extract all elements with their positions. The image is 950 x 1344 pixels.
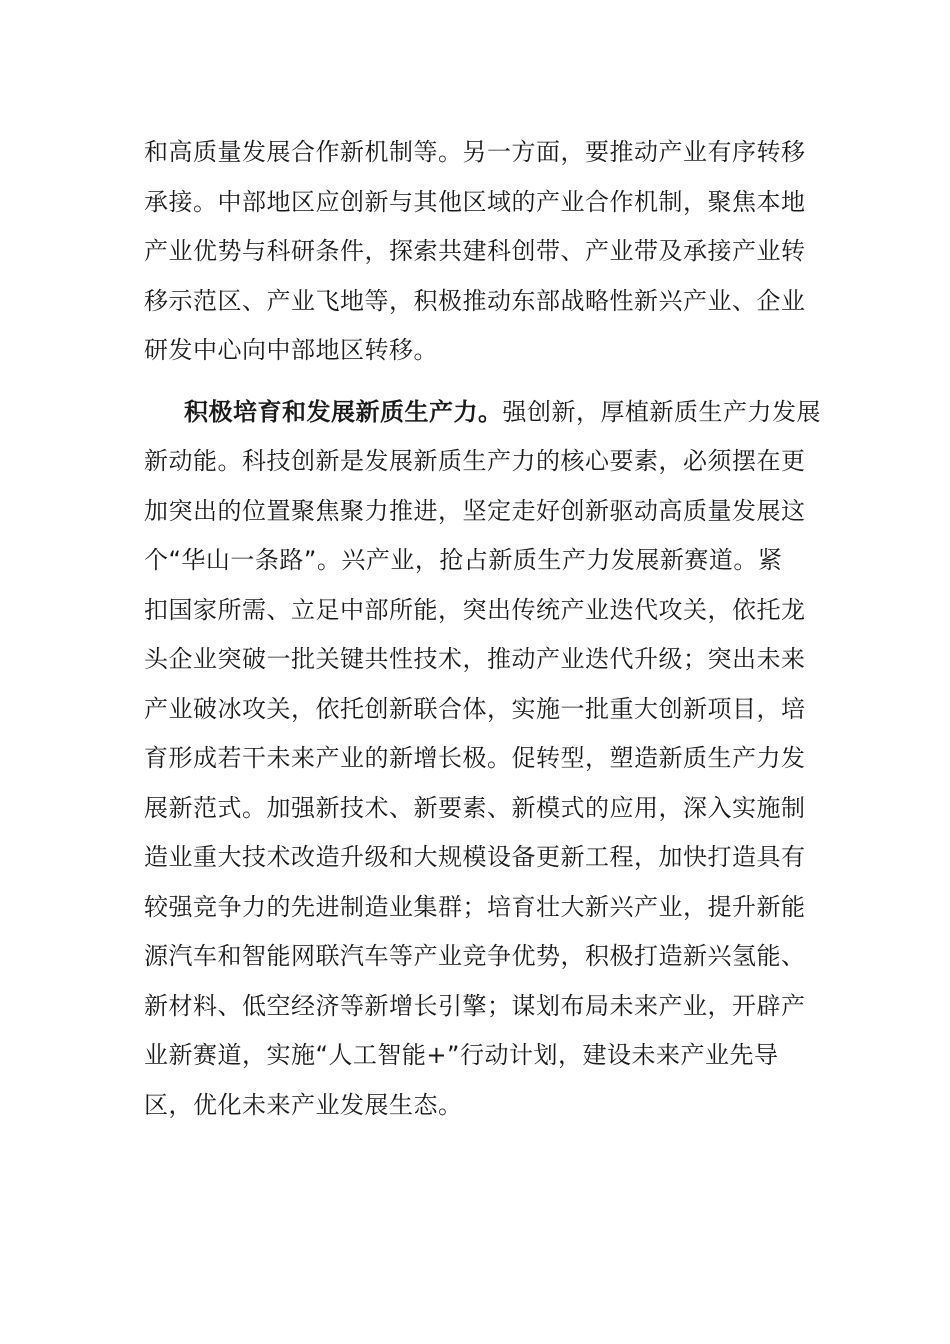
paragraph-2-line: 业新赛道，实施“人工智能+”行动计划，建设未来产业先导 <box>144 1041 779 1069</box>
paragraph-2-line: 较强竞争力的先进制造业集群；培育壮大新兴产业，提升新能 <box>144 892 806 921</box>
paragraph-2-line: 新动能。科技创新是发展新质生产力的核心要素，必须摆在更 <box>144 447 806 475</box>
paragraph-2-line: 产业破冰攻关，依托创新联合体，实施一批重大创新项目，培 <box>144 694 806 723</box>
paragraph-2-line: 个“华山一条路”。兴产业，抢占新质生产力发展新赛道。紧 <box>144 546 783 574</box>
document-body <box>144 128 821 1130</box>
paragraph-2-line: 新材料、低空经济等新增长引擎；谋划布局未来产业，开辟产 <box>144 991 806 1020</box>
paragraph-2-line: 育形成若干未来产业的新增长极。促转型，塑造新质生产力发 <box>144 744 806 772</box>
paragraph-2-line: 区，优化未来产业发展生态。 <box>144 1090 463 1119</box>
paragraph-2-line: 头企业突破一批关键共性技术，推动产业迭代升级；突出未来 <box>144 645 806 673</box>
paragraph-1 <box>144 128 808 376</box>
paragraph-2-first-line <box>144 388 821 438</box>
paragraph-2-heading: 积极培育和发展新质生产力。 <box>184 397 503 426</box>
paragraph-1-line: 承接。中部地区应创新与其他区域的产业合作机制，聚焦本地 <box>144 187 806 216</box>
paragraph-2-line: 源汽车和智能网联汽车等产业竞争优势，积极打造新兴氢能、 <box>144 942 806 970</box>
paragraph-2-line: 扣国家所需、立足中部所能，突出传统产业迭代攻关，依托龙 <box>144 595 806 624</box>
paragraph-2-line: 造业重大技术改造升级和大规模设备更新工程，加快打造具有 <box>144 843 806 871</box>
paragraph-2-line: 展新范式。加强新技术、新要素、新模式的应用，深入实施制 <box>144 793 806 822</box>
paragraph-1-line: 移示范区、产业飞地等，积极推动东部战略性新兴产业、企业 <box>144 286 806 315</box>
paragraph-2 <box>144 388 821 1131</box>
paragraph-spacer <box>144 376 808 388</box>
paragraph-1-line: 产业优势与科研条件，探索共建科创带、产业带及承接产业转 <box>144 237 806 265</box>
paragraph-1-line: 研发中心向中部地区转移。 <box>144 336 438 364</box>
paragraph-2-first-line-text: 强创新，厚植新质生产力发展 <box>502 397 821 426</box>
paragraph-1-line: 和高质量发展合作新机制等。另一方面，要推动产业有序转移 <box>144 138 806 166</box>
paragraph-2-line: 加突出的位置聚焦聚力推进，坚定走好创新驱动高质量发展这 <box>144 496 806 525</box>
